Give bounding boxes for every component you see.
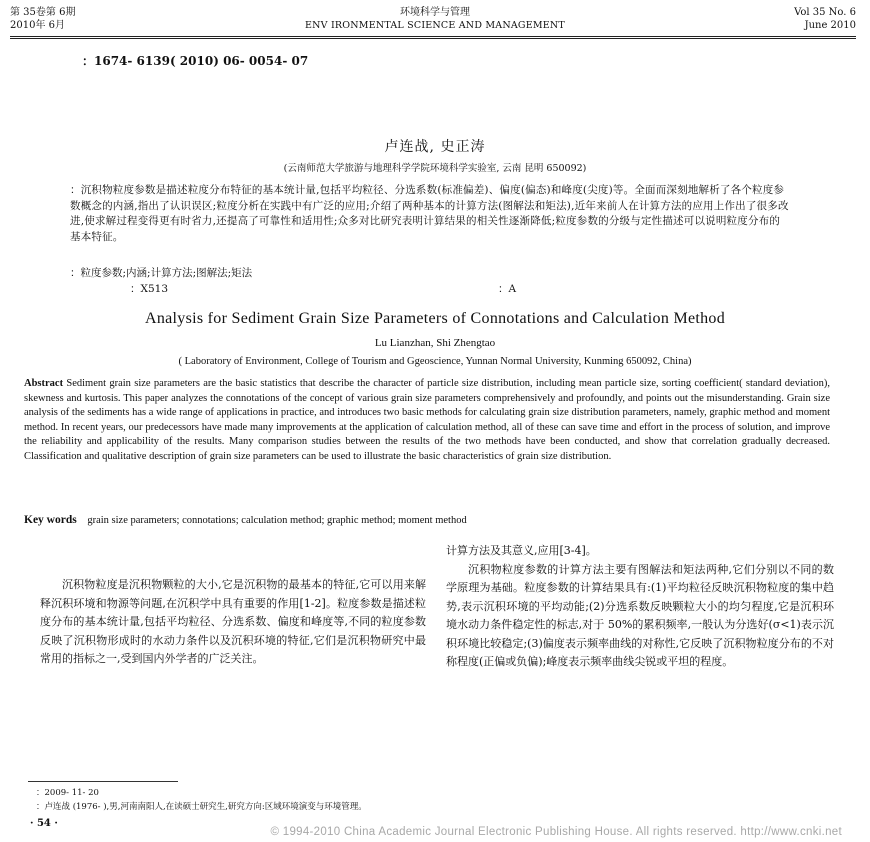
abstract-cn: ：沉积物粒度参数是描述粒度分布特征的基本统计量,包括平均粒径、分选系数(标准偏差)、偏度(偏态)和峰度(尖度)等。全面而深刻地解析了各个粒度参数概念的内涵,指出了认识误区;粒度分析在实践中有广泛的应用;介绍了两种基本的计算方法(图解法和矩法),近年来前人在计算方法的应用上作出了很多改进,使求解过程变得更有时省力,还提高了可靠性和适用性;众多对比研究表明计算结果的相关性逐渐降低;粒度参数的分级与定性描述可以说明粒度分布的基本特征。 [70, 184, 789, 243]
date-en: June 2010 [804, 20, 856, 31]
body-left-column [40, 576, 426, 669]
affiliation-en: ( Laboratory of Environment, College of Tourism and Ggeoscience, Yunnan Normal University, Kunming 650092, China) [178, 356, 692, 367]
journal-volume-en [794, 6, 856, 32]
abstract-en [24, 377, 830, 464]
classification-number: ：X513 [130, 283, 169, 295]
keywords-cn: ：粒度参数;内涵;计算方法;图解法;矩法 [70, 267, 253, 279]
journal-volume [10, 6, 75, 32]
journal-name [300, 6, 570, 32]
authors-en: Lu Lianzhan, Shi Zhengtao [374, 337, 496, 349]
keywords-label: Key words [24, 514, 77, 526]
right-col-first-line: 计算方法及其意义,应用[3-4]。 [446, 544, 597, 557]
journal-name-en: ENV IRONMENTAL SCIENCE AND MANAGEMENT [305, 20, 565, 31]
header-rule-2 [10, 38, 856, 39]
page-number: · 54 · [30, 818, 58, 829]
authors-cn: 卢连战, 史正涛 [384, 139, 486, 155]
document-code: ：A [498, 283, 517, 295]
footnote-rule [28, 781, 178, 782]
body-right-column [446, 542, 834, 672]
keywords-en [24, 514, 467, 526]
intro-paragraph: 沉积物粒度是沉积物颗粒的大小,它是沉积物的最基本的特征,它可以用来解释沉积环境和物源等问题,在沉积学中具有重要的作用[1-2]。粒度参数是描述粒度分布的基本统计量,包括平均粒径、分选系数、偏度和峰度等,不同的粒度参数反映了沉积物形成时的水动力条件以及沉积环境的特征,它们是沉积物研究中最常用的指标之一,受到国内外学者的广泛关注。 [40, 578, 426, 665]
abstract-label: Abstract [24, 378, 64, 389]
received-date: ：2009- 11- 20 [36, 788, 99, 798]
journal-name-cn: 环境科学与管理 [400, 7, 470, 18]
affiliation-cn: (云南师范大学旅游与地理科学学院环境科学实验室, 云南 昆明 650092) [283, 163, 587, 174]
article-id: ：1674- 6139( 2010) 06- 0054- 07 [82, 54, 309, 68]
author-info: ：卢连战 (1976- ),男,河南南阳人,在读硕士研究生,研究方向:区域环境演变与环境管理。 [36, 802, 367, 812]
right-col-paragraph: 沉积物粒度参数的计算方法主要有图解法和矩法两种,它们分别以不同的数学原理为基础。粒度参数的计算结果具有:(1)平均粒径反映沉积物粒度的集中趋势,表示沉积环境的平均动能;(2)分选系数反映颗粒大小的均匀程度,它是沉积环境水动力条件稳定性的标志,对于 50%的累积频率,一般认为分选好(σ<1)表示沉积环境比较稳定;(3)偏度表示频率曲线的对称性,它反映了沉积物粒度分布的不对称程度(正偏或负偏);峰度表示频率曲线尖锐或平坦的程度。 [446, 562, 834, 668]
header-rule [10, 36, 856, 37]
keywords-en-text: grain size parameters; connotations; calculation method; graphic method; moment method [87, 515, 467, 526]
issue-date: 2010年 6月 [10, 20, 65, 31]
volume-issue: 第 35卷第 6期 [10, 7, 76, 18]
volume-en: Vol 35 No. 6 [794, 7, 856, 18]
copyright-footer: © 1994-2010 China Academic Journal Electronic Publishing House. All rights reserved. http://www.cnki.net [270, 826, 842, 838]
abstract-en-text: Sediment grain size parameters are the basic statistics that describe the character of particle size distribution, including mean particle size, sorting coefficient( standard deviation), skewness and kurtosis. This paper analyzes the connotations of the concept of various grain size parameters comprehensively and profoundly, and points out the misunderstanding. Grain size analysis of the sediments has a wide range of applications in practice, and introduces two basic methods for calculating grain size distribution parameters, namely, graphic method and moment method. In recent years, our predecessors have made many improvements at the application of calculation method, all of these can save time and effort in the process of solution, and improve the reliability and applicability of the results. Many comparison studies between the results of the two methods have been conducted, and show that correlation gradually decreased. Classification and qualitative description of grain size parameters can be used to illustrate the basic characteristics of grain size distribution. [24, 378, 830, 462]
title-en: Analysis for Sediment Grain Size Parameters of Connotations and Calculation Method [144, 310, 726, 327]
